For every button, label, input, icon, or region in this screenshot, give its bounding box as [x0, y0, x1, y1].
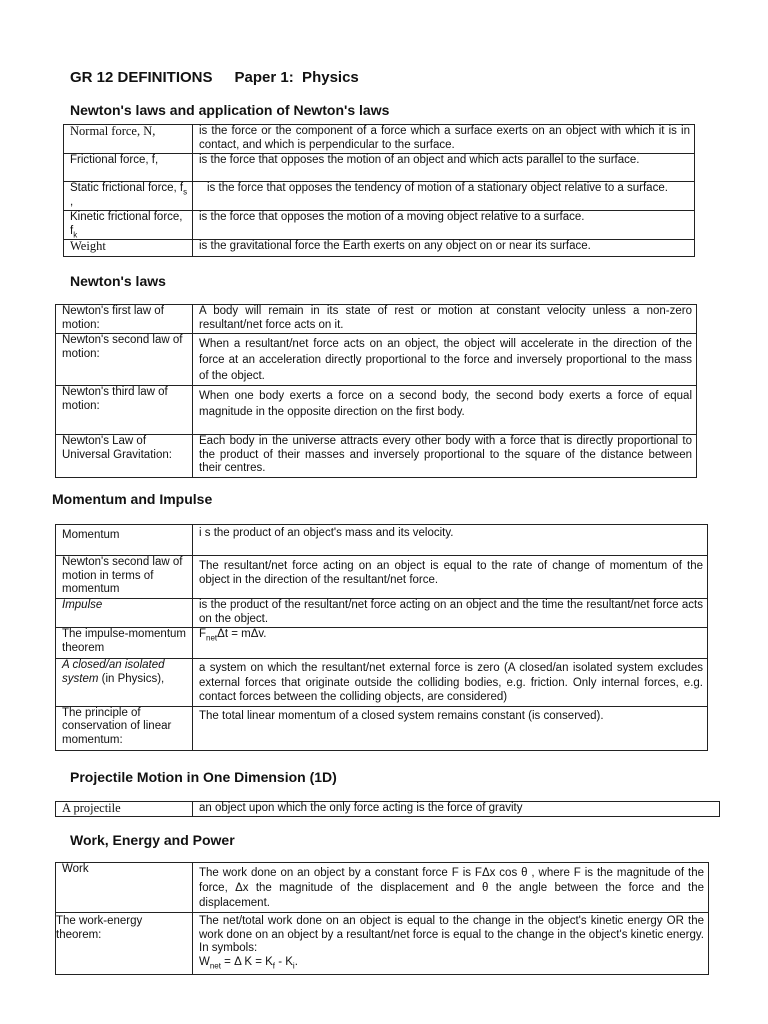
definition-cell: A body will remain in its state of rest or motion at constant velocity unless a non-zero resultant/net force acts on it.: [193, 305, 697, 334]
table-row: [56, 525, 708, 556]
table-row: [56, 599, 708, 628]
term-cell: [64, 182, 193, 211]
table-newtons-application: [63, 124, 695, 257]
term-tail: (in Physics),: [98, 672, 165, 685]
definition-cell: [193, 913, 709, 975]
term-cell: [56, 659, 193, 707]
term-italic: A closed/an isolated system: [62, 659, 165, 685]
term-cell: The work-energy theorem:: [56, 913, 193, 975]
table-row: [56, 628, 708, 659]
table-row: [64, 125, 695, 154]
table-row: [56, 435, 697, 478]
table-row: [64, 182, 695, 211]
document-title: [70, 69, 359, 86]
definition-cell: is the gravitational force the Earth exerts on any object on or near its surface.: [193, 240, 695, 257]
subscript: net: [206, 633, 218, 643]
term-cell: Normal force, N,: [64, 125, 193, 154]
table-row: [56, 802, 720, 817]
term-cell: Newton's third law of motion:: [56, 386, 193, 435]
term-cell: Newton's second law of motion in terms of momentum: [56, 556, 193, 599]
definition-cell: Each body in the universe attracts every other body with a force that is directly proportional to the product of their masses and inversely proportional to the square of the distance between their centres.: [193, 435, 697, 478]
subscript: s: [183, 187, 188, 197]
subscript: f: [272, 960, 276, 970]
term-cell: Weight: [64, 240, 193, 257]
table-newtons-laws: [55, 304, 697, 478]
subscript: i: [292, 960, 295, 970]
title-paper: Paper 1: Physics: [234, 69, 359, 86]
definition-cell: When one body exerts a force on a second body, the second body exerts a force of equal magnitude in the opposite direction on the first body.: [193, 386, 697, 435]
definition-cell: When a resultant/net force acts on an object, the object will accelerate in the direction of the force at an acceleration directly proportional to the force and inversely proportional to the mass of the object.: [193, 334, 697, 386]
term-cell: Work: [56, 863, 193, 913]
definition-cell: is the product of the resultant/net force acting on an object and the time the resultant/net force acts on the object.: [193, 599, 708, 628]
work-energy-equation: [199, 956, 298, 968]
section-heading-projectile: Projectile Motion in One Dimension (1D): [70, 769, 337, 785]
eq-mid: = Δ K = K: [220, 955, 273, 968]
term-text: Static frictional force, f: [70, 182, 184, 194]
eq-w: W: [199, 955, 210, 968]
table-row: [56, 305, 697, 334]
term-cell: Newton's second law of motion:: [56, 334, 193, 386]
term-cell: Impulse: [56, 599, 193, 628]
subscript: net: [209, 960, 221, 970]
table-row: [56, 386, 697, 435]
subscript: k: [73, 229, 78, 239]
table-work: [55, 862, 709, 975]
title-grade: GR 12 DEFINITIONS: [70, 69, 213, 86]
term-cell: A projectile: [56, 802, 193, 817]
table-row: [64, 240, 695, 257]
table-row: [56, 334, 697, 386]
definition-cell: is the force that opposes the tendency of motion of a stationary object relative to a surface.: [193, 182, 695, 211]
table-momentum: [55, 524, 708, 751]
term-tail: ,: [70, 195, 74, 208]
table-row: [56, 913, 709, 975]
eq-end: .: [294, 955, 298, 968]
formula-rest: Δt = mΔv.: [217, 628, 267, 640]
definition-cell: an object upon which the only force acting is the force of gravity: [193, 802, 720, 817]
definition-cell: a system on which the resultant/net external force is zero (A closed/an isolated system excludes external forces that originate outside the colliding bodies, e.g. friction. Only internal forces, e.g. contact forces between the colliding objects, are considered): [193, 659, 708, 707]
section-heading-work: Work, Energy and Power: [70, 832, 235, 848]
table-row: [56, 556, 708, 599]
term-cell: Momentum: [56, 525, 193, 556]
definition-cell: i s the product of an object's mass and its velocity.: [193, 525, 708, 556]
definition-cell: is the force that opposes the motion of a moving object relative to a surface.: [193, 211, 695, 240]
definition-cell: The work done on an object by a constant force F is FΔx cos θ , where F is the magnitude of the force, Δx the magnitude of the displacement and θ the angle between the force and the displacement.: [193, 863, 709, 913]
definition-cell: [193, 628, 708, 659]
definition-cell: is the force that opposes the motion of an object and which acts parallel to the surface.: [193, 154, 695, 182]
definition-cell: is the force or the component of a force which a surface exerts on an object with which it is in contact, and which is perpendicular to the surface.: [193, 125, 695, 154]
table-row: [56, 863, 709, 913]
table-row: [56, 659, 708, 707]
definition-cell: The total linear momentum of a closed system remains constant (is conserved).: [193, 706, 708, 750]
table-projectile: [55, 801, 720, 817]
eq-dash: - K: [275, 955, 293, 968]
definition-cell: The resultant/net force acting on an object is equal to the rate of change of momentum of the object in the direction of the resultant/net force.: [193, 556, 708, 599]
table-row: [56, 706, 708, 750]
table-row: [64, 154, 695, 182]
section-heading-momentum: Momentum and Impulse: [52, 491, 213, 507]
formula-f: F: [199, 628, 207, 640]
term-cell: Newton's Law of Universal Gravitation:: [56, 435, 193, 478]
table-row: [64, 211, 695, 240]
section-heading-newtons-laws: Newton's laws: [70, 273, 166, 289]
term-cell: The impulse-momentum theorem: [56, 628, 193, 659]
term-cell: Frictional force, f,: [64, 154, 193, 182]
term-cell: [64, 211, 193, 240]
term-cell: Newton's first law of motion:: [56, 305, 193, 334]
section-heading-newtons-application: Newton's laws and application of Newton's laws: [70, 102, 390, 118]
term-text: Kinetic frictional force, f: [70, 211, 183, 237]
term-cell: The principle of conservation of linear momentum:: [56, 706, 193, 750]
work-energy-text: The net/total work done on an object is equal to the change in the object's kinetic energy OR the work done on an object by a resultant/net force is equal to the change in the object's kinetic energy. In symbols:: [199, 915, 704, 954]
